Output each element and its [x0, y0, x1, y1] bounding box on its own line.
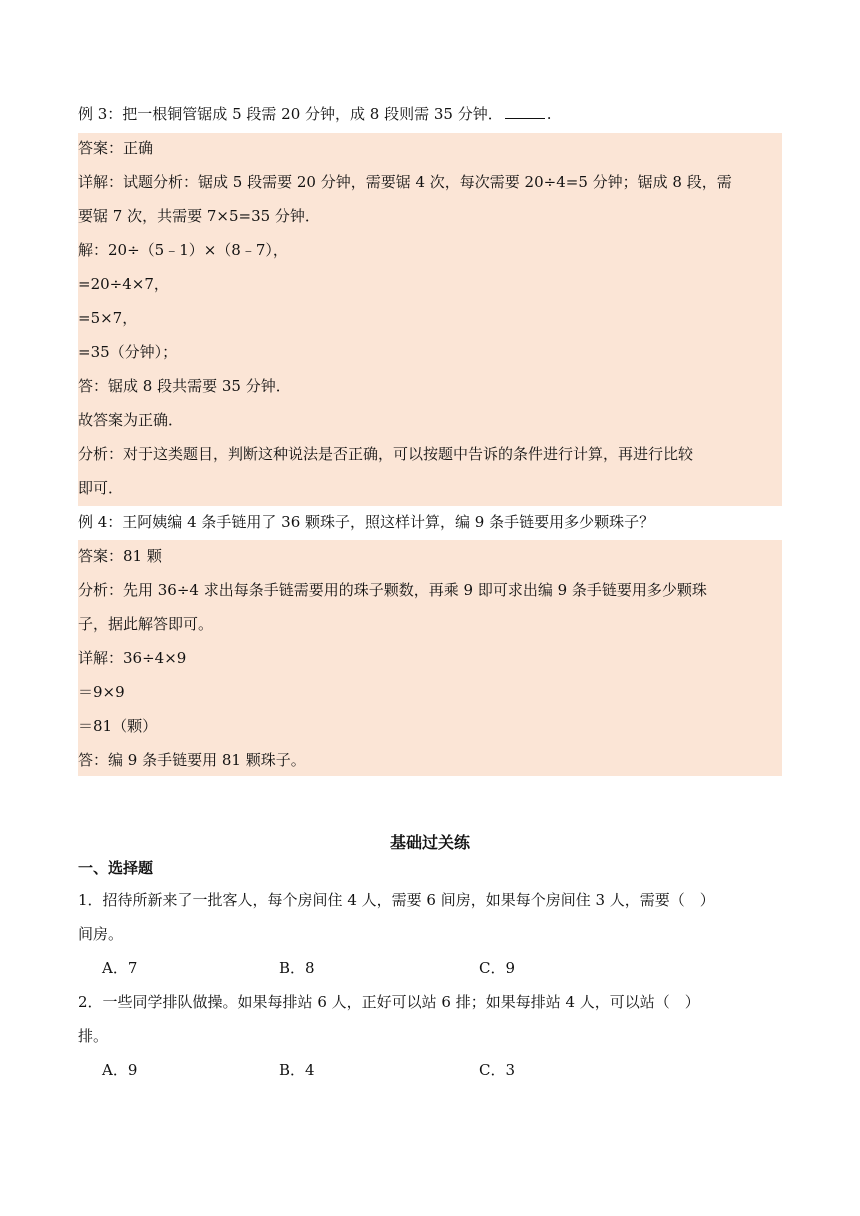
example4-analysis-line-2: 子，据此解答即可。: [78, 615, 214, 633]
example4-detail-line-3: ＝81（颗）: [78, 717, 158, 735]
q2-option-c: C．3: [479, 1061, 516, 1079]
example3-analysis-line-1: 分析：对于这类题目，判断这种说法是否正确，可以按题中告诉的条件进行计算，再进行比较: [78, 445, 694, 463]
section-title: 基础过关练: [389, 833, 470, 852]
example3-detail-line-2: 要锯 7 次，共需要 7×5=35 分钟．: [78, 207, 320, 225]
example4-reply: 答：编 9 条手链要用 81 颗珠子。: [78, 751, 306, 769]
example3-solve-line-2: =20÷4×7，: [78, 275, 169, 293]
q1-line-2: 间房。: [78, 925, 124, 943]
q2-line-2: 排。: [78, 1027, 109, 1045]
example3-analysis-line-2: 即可．: [78, 479, 124, 497]
example3-answer: 答案：正确: [78, 139, 154, 157]
part-title: 一、选择题: [78, 859, 154, 877]
q1-option-a: A．7: [102, 959, 138, 977]
example4-answer: 答案：81 颗: [78, 547, 162, 565]
example3-detail-line-1: 详解：试题分析：锯成 5 段需要 20 分钟，需要锯 4 次，每次需要 20÷4=5 分钟；锯成 8 段，需: [78, 173, 732, 191]
example4-question: 例 4：王阿姨编 4 条手链用了 36 颗珠子，照这样计算，编 9 条手链要用多少颗珠子？: [78, 513, 655, 531]
example4-detail-line-1: 详解：36÷4×9: [78, 649, 187, 667]
q2-option-a: A．9: [102, 1061, 138, 1079]
example3-reply: 答：锯成 8 段共需要 35 分钟．: [78, 377, 291, 395]
example3-solve-line-3: =5×7，: [78, 309, 138, 327]
example4-analysis-line-1: 分析：先用 36÷4 求出每条手链需要用的珠子颗数，再乘 9 即可求出编 9 条手链要用多少颗珠: [78, 581, 707, 599]
answer-blank: [505, 104, 545, 119]
example4-detail-line-2: ＝9×9: [78, 683, 125, 701]
example3-solve-line-4: =35（分钟）；: [78, 343, 178, 361]
example3-conclusion: 故答案为正确．: [78, 411, 184, 429]
q1-option-c: C．9: [479, 959, 516, 977]
example3-question: 例 3：把一根铜管锯成 5 段需 20 分钟，成 8 段则需 35 分钟． .: [78, 105, 552, 123]
q1-line-1: 1．招待所新来了一批客人，每个房间住 4 人，需要 6 间房，如果每个房间住 3 人，需要（ ）: [78, 891, 715, 909]
q2-option-b: B．4: [279, 1061, 315, 1079]
q2-line-1: 2．一些同学排队做操。如果每排站 6 人，正好可以站 6 排；如果每排站 4 人，可以站（ ）: [78, 993, 700, 1011]
example3-solve-line-1: 解：20÷（5﹣1）×（8﹣7），: [78, 241, 288, 259]
q1-option-b: B．8: [279, 959, 315, 977]
